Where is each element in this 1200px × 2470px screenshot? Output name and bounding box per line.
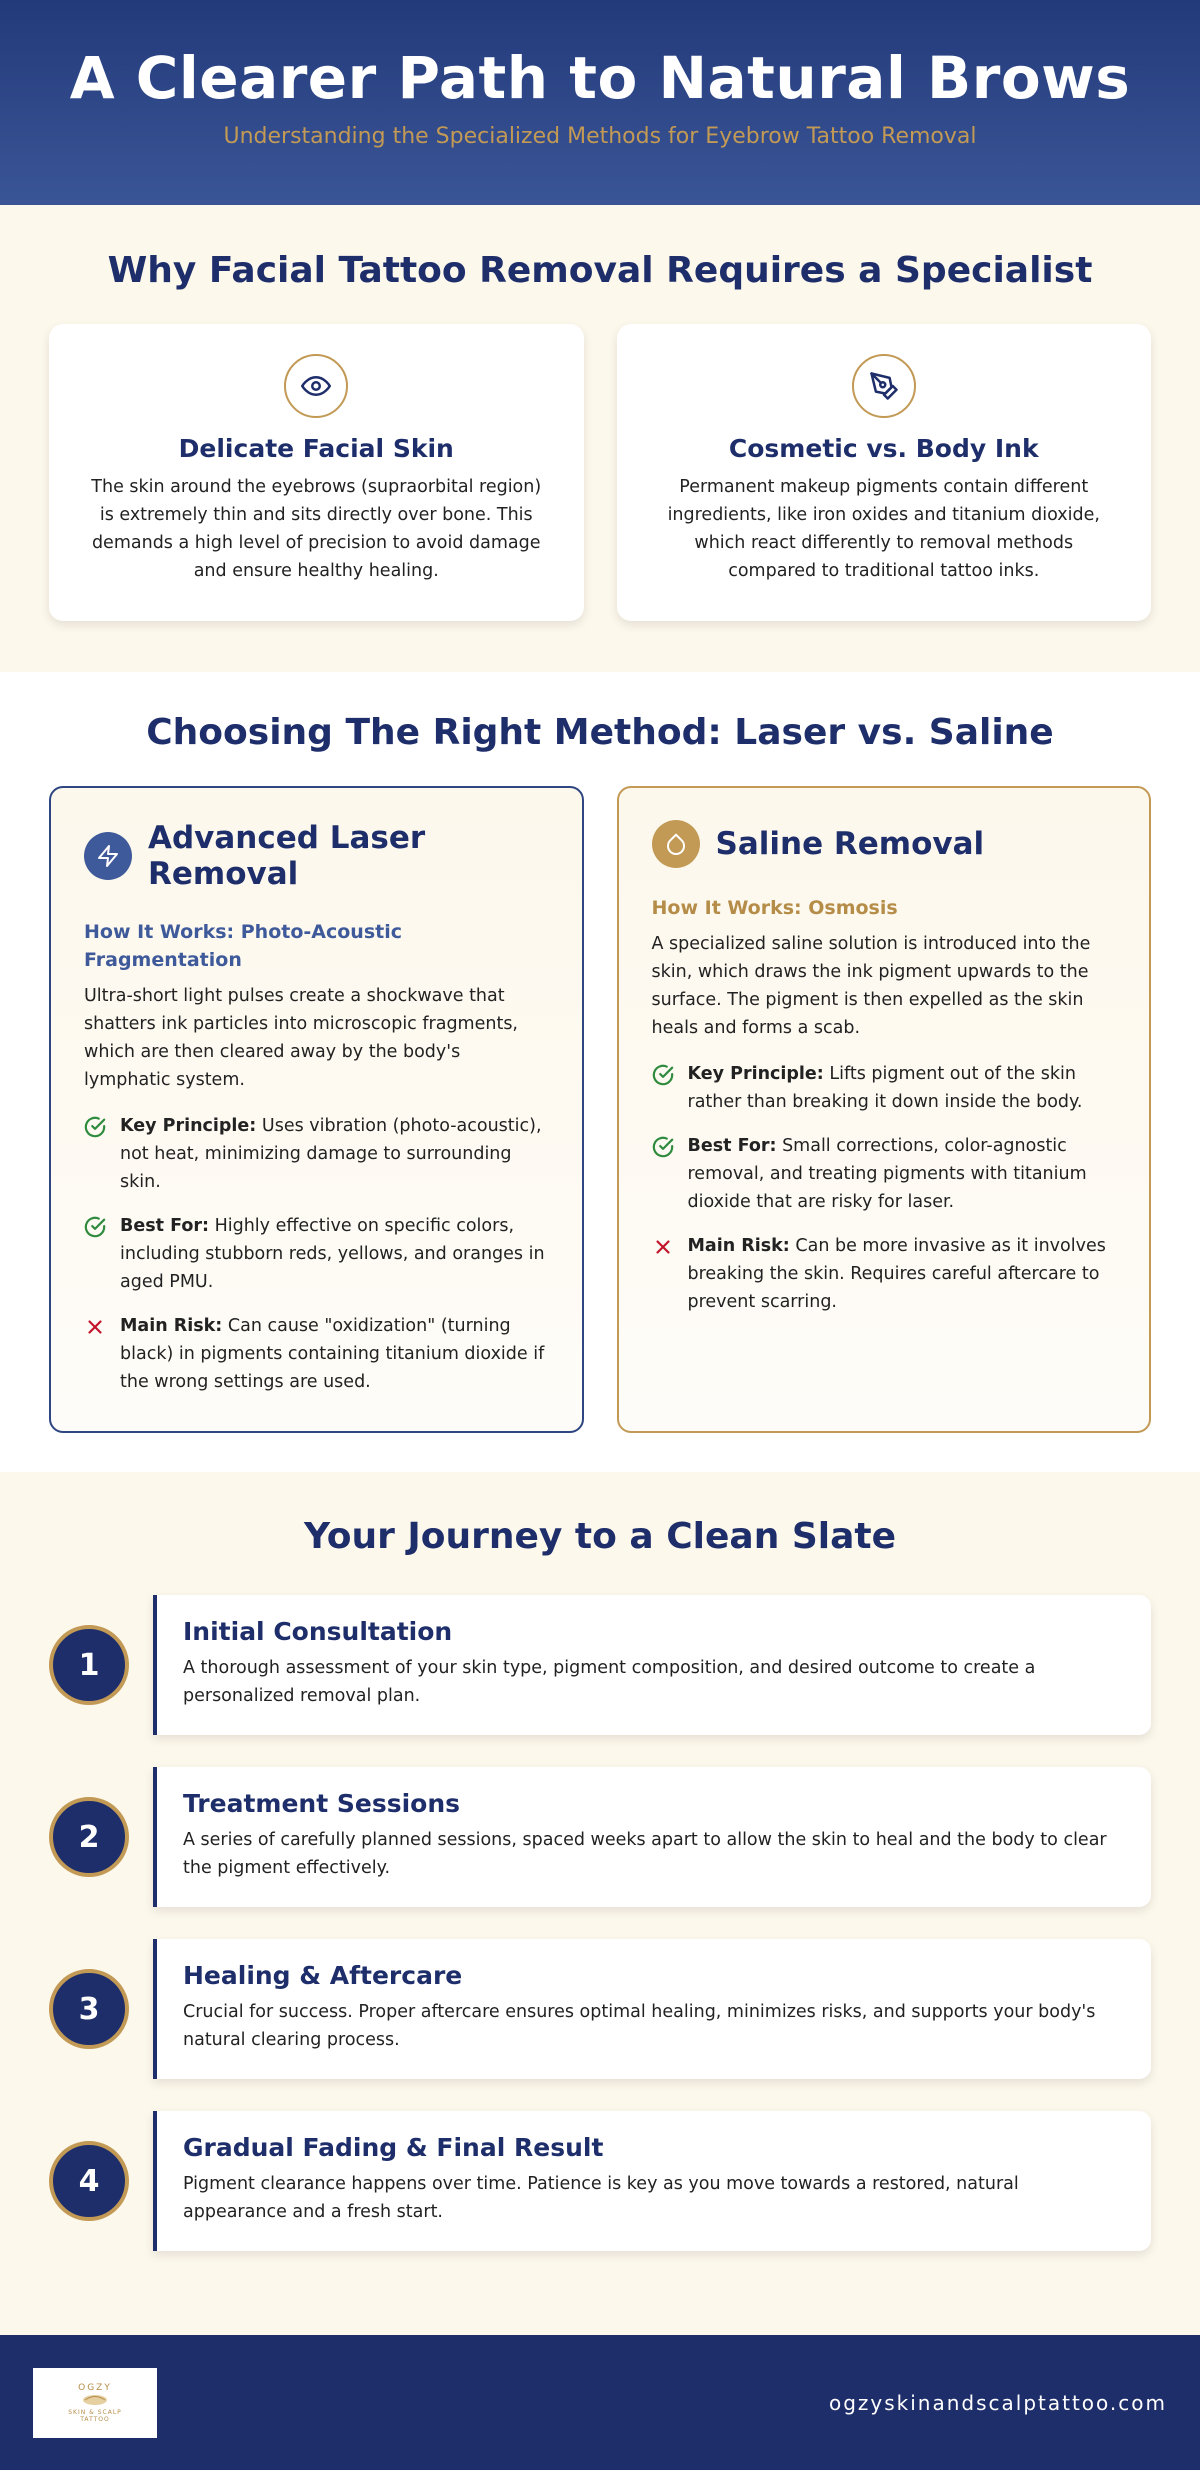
why-card-title: Cosmetic vs. Body Ink (728, 434, 1039, 463)
step-card (153, 1939, 1151, 2079)
saline-points (652, 1060, 1117, 1316)
step-card (153, 2111, 1151, 2251)
saline-card-header (652, 820, 1117, 868)
journey-section (0, 1472, 1200, 2335)
methods-section (0, 672, 1200, 1472)
pen-tool-icon (852, 354, 916, 418)
step-card (153, 1767, 1151, 1907)
list-item (652, 1232, 1117, 1316)
laser-points (84, 1112, 549, 1396)
x-icon (652, 1232, 674, 1316)
step-text: A series of carefully planned sessions, spaced weeks apart to allow the skin to heal and the body to clear the pigment effectively. (183, 1830, 1107, 1878)
list-item (652, 1060, 1117, 1116)
lightning-icon (84, 832, 132, 880)
check-circle-icon (84, 1112, 106, 1196)
laser-card-title: Advanced Laser Removal (148, 820, 426, 892)
methods-section-title: Choosing The Right Method: Laser vs. Saline (146, 712, 1054, 753)
check-circle-icon (652, 1132, 674, 1216)
step-number: 3 (49, 1969, 129, 2049)
point-text: Key Principle: Lifts pigment out of the skin rather than breaking it down inside the body. (687, 1064, 1083, 1112)
journey-section-title: Your Journey to a Clean Slate (303, 1516, 897, 1557)
point-text: Best For: Highly effective on specific colors, including stubborn reds, yellows, and oranges in aged PMU. (120, 1216, 545, 1292)
point-text: Best For: Small corrections, color-agnostic removal, and treating pigments with titanium dioxide that are risky for laser. (687, 1136, 1087, 1212)
step-number: 1 (49, 1625, 129, 1705)
hero-header (0, 0, 1200, 205)
step-title: Initial Consultation (183, 1617, 453, 1646)
logo-text: OGZY (78, 2382, 112, 2393)
journey-step (49, 1767, 1151, 1907)
x-icon (84, 1312, 106, 1396)
journey-step (49, 1595, 1151, 1735)
why-cards (0, 324, 1200, 621)
website-url[interactable]: ogzyskinandscalptattoo.com (828, 2390, 1167, 2415)
check-circle-icon (84, 1212, 106, 1296)
why-card-title: Delicate Facial Skin (178, 434, 454, 463)
step-text: A thorough assessment of your skin type, pigment composition, and desired outcome to create a personalized removal plan. (183, 1658, 1036, 1706)
step-text: Crucial for success. Proper aftercare ensures optimal healing, minimizes risks, and supports your body's natural clearing process. (183, 2002, 1096, 2050)
why-specialist-section (0, 205, 1200, 672)
why-card-text: Permanent makeup pigments contain different ingredients, like iron oxides and titanium dioxide, which react differently to removal methods compared to traditional tattoo inks. (667, 477, 1100, 581)
logo-subtext: TATTOO (80, 2415, 110, 2423)
why-card-text: The skin around the eyebrows (supraorbital region) is extremely thin and sits directly over bone. This demands a high level of precision to avoid damage and ensure healthy healing. (91, 477, 542, 581)
droplet-icon (652, 820, 700, 868)
logo-emblem-icon (80, 2393, 110, 2407)
laser-card-header (84, 820, 549, 892)
saline-method-card (617, 786, 1152, 1433)
point-text: Main Risk: Can cause "oxidization" (turning black) in pigments containing titanium dioxide if the wrong settings are used. (120, 1316, 545, 1392)
why-card-cosmetic-ink (617, 324, 1152, 621)
saline-how-title: How It Works: Osmosis (651, 897, 898, 919)
page-subtitle: Understanding the Specialized Methods for Eyebrow Tattoo Removal (223, 124, 977, 149)
journey-step (49, 2111, 1151, 2251)
why-section-title: Why Facial Tattoo Removal Requires a Specialist (107, 250, 1093, 291)
step-number: 4 (49, 2141, 129, 2221)
eye-icon (284, 354, 348, 418)
point-text: Main Risk: Can be more invasive as it involves breaking the skin. Requires careful aftercare to prevent scarring. (687, 1236, 1106, 1312)
brand-logo (33, 2368, 157, 2438)
step-number: 2 (49, 1797, 129, 1877)
step-title: Gradual Fading & Final Result (183, 2133, 604, 2162)
check-circle-icon (652, 1060, 674, 1116)
laser-method-card (49, 786, 584, 1433)
saline-card-title: Saline Removal (715, 826, 985, 862)
why-card-facial-skin (49, 324, 584, 621)
point-text: Key Principle: Uses vibration (photo-acoustic), not heat, minimizing damage to surrounding skin. (120, 1116, 542, 1192)
logo-subtext: SKIN & SCALP (68, 2408, 122, 2416)
step-card (153, 1595, 1151, 1735)
laser-how-title: How It Works: Photo-Acoustic Fragmentation (84, 921, 402, 971)
page-title: A Clearer Path to Natural Brows (69, 44, 1131, 112)
method-cards (0, 786, 1200, 1433)
journey-step (49, 1939, 1151, 2079)
list-item (84, 1312, 549, 1396)
list-item (84, 1212, 549, 1296)
journey-steps (0, 1595, 1200, 2251)
list-item (652, 1132, 1117, 1216)
page-footer (0, 2335, 1200, 2470)
step-title: Healing & Aftercare (183, 1961, 463, 1990)
saline-description: A specialized saline solution is introduced into the skin, which draws the ink pigment upwards to the surface. The pigment is then expelled as the skin heals and forms a scab. (651, 934, 1091, 1038)
step-text: Pigment clearance happens over time. Patience is key as you move towards a restored, natural appearance and a fresh start. (183, 2174, 1019, 2222)
laser-description: Ultra-short light pulses create a shockwave that shatters ink particles into microscopic fragments, which are then cleared away by the body's lymphatic system. (84, 986, 518, 1090)
step-title: Treatment Sessions (183, 1789, 461, 1818)
list-item (84, 1112, 549, 1196)
